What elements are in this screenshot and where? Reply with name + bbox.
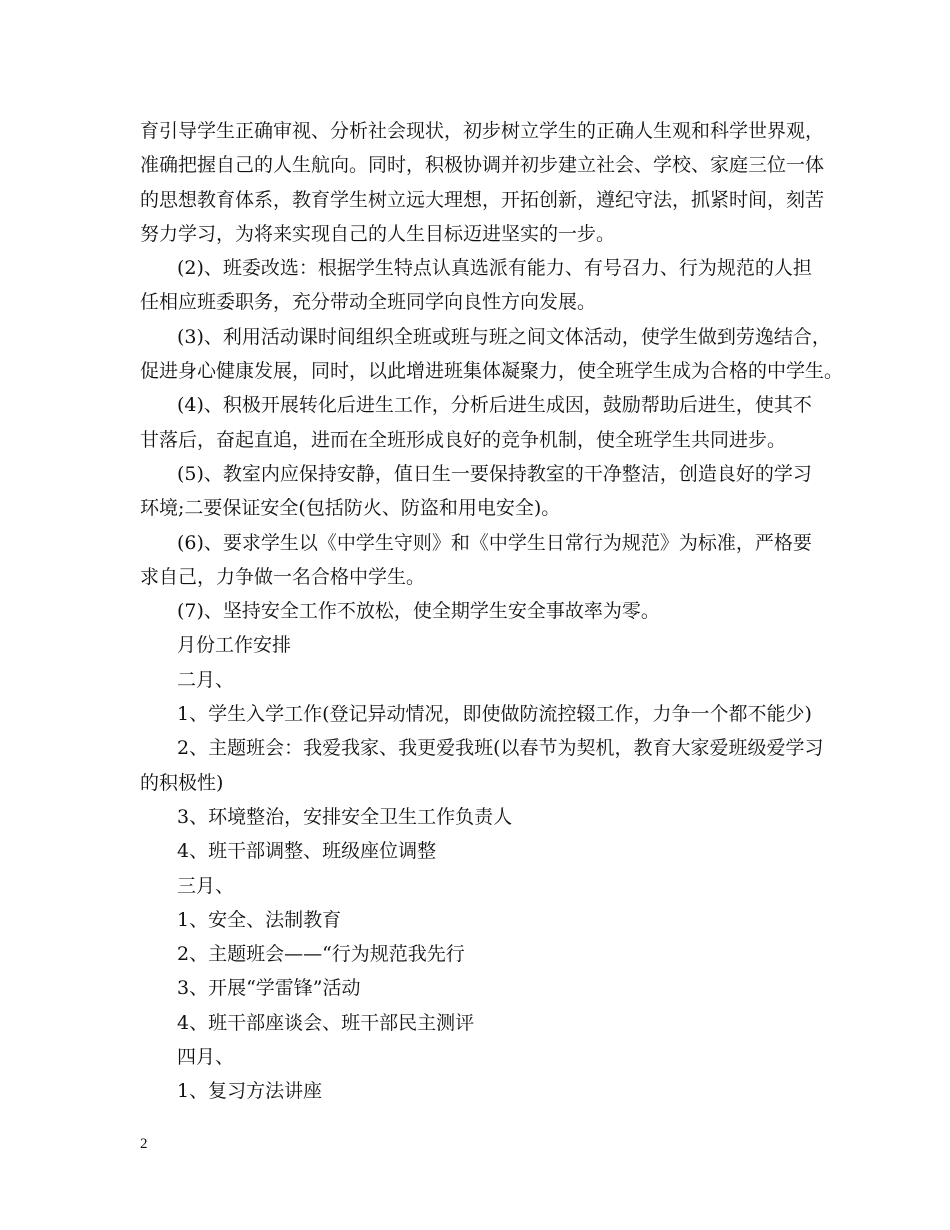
text-line: 任相应班委职务，充分带动全班同学向良性方向发展。 — [140, 291, 597, 314]
text-line: 育引导学生正确审视、分析社会现状，初步树立学生的正确人生观和科学世界观， — [140, 120, 825, 142]
page-number: 2 — [140, 1136, 148, 1152]
text-line: 准确把握自己的人生航向。同时，积极协调并初步建立社会、学校、家庭三位一体 — [140, 154, 825, 177]
text-line: 2、主题班会：我爱我家、我更爱我班(以春节为契机，教育大家爱班级爱学习 — [177, 737, 824, 760]
text-line: 4、班干部座谈会、班干部民主测评 — [177, 1011, 475, 1034]
text-line: (5)、教室内应保持安静，值日生一要保持教室的干净整洁，创造良好的学习 — [177, 462, 812, 485]
text-line: 1、复习方法讲座 — [177, 1080, 323, 1103]
text-line: 促进身心健康发展，同时，以此增进班集体凝聚力，使全班学生成为合格的中学生。 — [140, 360, 844, 383]
text-line: (2)、班委改选：根据学生特点认真选派有能力、有号召力、行为规范的人担 — [177, 257, 812, 280]
text-line: (7)、坚持安全工作不放松，使全期学生安全事故率为零。 — [177, 600, 660, 623]
text-line: 求自己，力争做一名合格中学生。 — [140, 565, 426, 588]
text-line: 环境;二要保证安全(包括防火、防盗和用电安全)。 — [140, 497, 561, 520]
text-line: 甘落后，奋起直追，进而在全班形成良好的竞争机制，使全班学生共同进步。 — [140, 428, 787, 451]
text-line: 3、环境整治，安排安全卫生工作负责人 — [177, 805, 513, 828]
text-line: 3、开展“学雷锋”活动 — [177, 977, 361, 1000]
text-line: 月份工作安排 — [177, 634, 292, 657]
text-line: 1、安全、法制教育 — [177, 908, 342, 931]
text-line: 的积极性) — [140, 771, 224, 794]
text-line: 1、学生入学工作(登记异动情况，即使做防流控辍工作，力争一个都不能少) — [177, 703, 812, 726]
text-line: (3)、利用活动课时间组织全班或班与班之间文体活动，使学生做到劳逸结合， — [177, 325, 831, 348]
text-line: 四月、 — [177, 1046, 235, 1069]
text-line: (6)、要求学生以《中学生守则》和《中学生日常行为规范》为标准，严格要 — [177, 531, 812, 554]
text-line: 三月、 — [177, 874, 235, 897]
text-line: (4)、积极开展转化后进生工作，分析后进生成因，鼓励帮助后进生，使其不 — [177, 394, 812, 417]
document-body — [140, 114, 844, 1109]
text-line: 二月、 — [177, 668, 235, 691]
text-line: 努力学习，为将来实现自己的人生目标迈进坚实的一步。 — [140, 222, 616, 245]
text-line: 的思想教育体系，教育学生树立远大理想，开拓创新，遵纪守法，抓紧时间，刻苦 — [140, 188, 825, 211]
text-line: 4、班干部调整、班级座位调整 — [177, 840, 437, 863]
text-line: 2、主题班会——“行为规范我先行 — [177, 943, 465, 966]
